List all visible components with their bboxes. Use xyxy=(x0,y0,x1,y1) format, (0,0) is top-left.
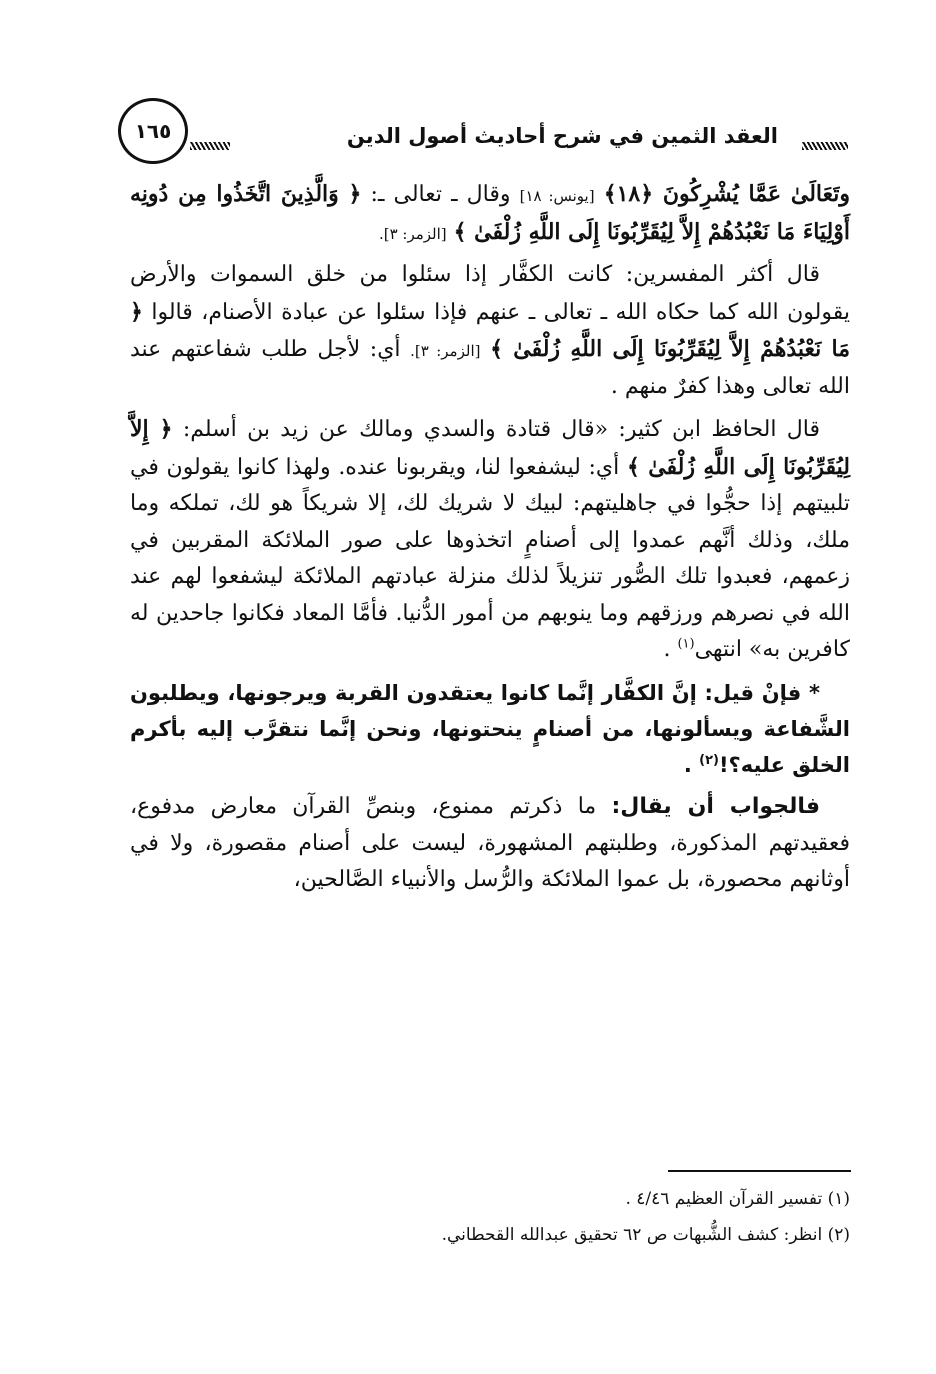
text: * فإنْ قيل: إنَّ الكفَّار إنَّما كانوا يعتقدون القربة ويرجونها، ويطلبون الشَّفاعة ويسألونها، من أصنامٍ ينحتونها، ونحن إنَّما نتقرَّب إليه بأكرم الخلق عليه؟! xyxy=(130,680,850,777)
quran-verse: ﴿ وَالَّذِينَ اتَّخَذُوا مِن دُونِه أَوْلِيَاءَ مَا نَعْبُدُهُمْ إِلاَّ لِيُقَرِّبُونَا إِلَى اللَّهِ زُلْفَىٰ ﴾ xyxy=(130,181,850,245)
question-paragraph xyxy=(130,675,850,783)
text: أي: لأجل طلب شفاعتهم عند الله تعالى وهذا كفرٌ منهم . xyxy=(130,337,850,399)
answer-paragraph xyxy=(130,789,850,899)
quran-verse: ﴿ مَا نَعْبُدُهُمْ إِلاَّ لِيُقَرِّبُونَا إِلَى اللَّهِ زُلْفَىٰ ﴾ xyxy=(130,298,851,363)
text: وقال ـ تعالى ـ: xyxy=(370,182,511,207)
footnote-marker: (٢) xyxy=(699,752,719,768)
quran-verse: ﴿ إِلاَّ لِيُقَرِّبُونَا إِلَى اللَّهِ زُلْفَىٰ ﴾ xyxy=(130,416,850,480)
text: قال الحافظ ابن كثير: «قال قتادة والسدي ومالك عن زيد بن أسلم: xyxy=(182,417,820,443)
verse-reference: [يونس: ١٨] xyxy=(519,187,595,205)
footnote: (١) تفسير القرآن العظيم ٤/٤٦ . xyxy=(625,1189,850,1209)
verse-reference: [الزمر: ٣]. xyxy=(378,224,447,243)
running-title: العقد الثمين في شرح أحاديث أصول الدين xyxy=(346,124,778,148)
text: ما ذكرتم ممنوع، وبنصِّ القرآن معارض مدفوع، فعقيدتهم المذكورة، وطلبتهم المشهورة، ليست على أصنام مقصورة، ولا في أوثانهم محصورة، بل عموا الملائكة والرُّسل والأنبياء الصَّالحين، xyxy=(130,794,850,893)
page-header xyxy=(118,98,848,168)
header-ornament-rule xyxy=(802,142,848,150)
text: قال أكثر المفسرين: كانت الكفَّار إذا سئلوا من خلق السموات والأرض يقولون الله كما حكاه الله ـ تعالى ـ عنهم فإذا سئلوا عن عبادة الأصنام، قالوا xyxy=(130,262,850,325)
verse-reference: [الزمر: ٣]. xyxy=(410,342,481,361)
footnote: (٢) انظر: كشف الشُّبهات ص ٦٢ تحقيق عبدالله القحطاني. xyxy=(441,1224,850,1245)
page-number: ١٦٥ xyxy=(118,98,188,164)
text: . xyxy=(663,637,671,663)
paragraph xyxy=(130,411,850,669)
footnotes xyxy=(300,1182,850,1253)
footnote-marker: (١) xyxy=(677,636,695,652)
footnote-separator xyxy=(668,1170,851,1172)
answer-lead: فالجواب أن يقال: xyxy=(611,794,821,820)
paragraph xyxy=(130,176,850,251)
quran-verse: وتَعَالَىٰ عَمَّا يُشْرِكُونَ ﴿١٨﴾ xyxy=(603,181,850,207)
text: . xyxy=(683,752,692,777)
text: أي: ليشفعوا لنا، ويقربونا عنده. ولهذا كانوا يقولون في تلبيتهم إذا حجُّوا في جاهليتهم: لبيك لا شريك لك، إلا شريكاً هو لك، تملكه وما ملك، وذلك أنَّهم عمدوا إلى أصنامٍ اتخذوها على صور الملائكة المقربين في زعمهم، فعبدوا تلك الصُّور تنزيلاً لذلك منزلة عبادتهم الملائكة ليشفعوا لهم عند الله في نصرهم ورزقهم وما ينوبهم من أمور الدُّنيا. فأمَّا المعاد فكانوا جاحدين له كافرين به» انتهى xyxy=(130,454,850,663)
paragraph xyxy=(130,257,850,405)
header-ornament-rule xyxy=(190,142,230,150)
main-text xyxy=(130,176,850,905)
